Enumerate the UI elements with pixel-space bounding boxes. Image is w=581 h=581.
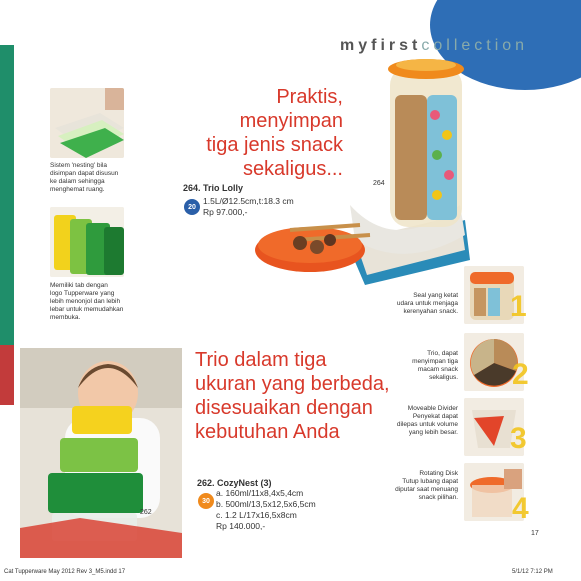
footer-timestamp: 5/1/12 7:12 PM bbox=[512, 569, 553, 575]
headline-line: tiga jenis snack bbox=[206, 134, 343, 156]
feature-line: dilepas untuk volume bbox=[396, 421, 458, 428]
feature-line: Moveable Divider bbox=[407, 405, 458, 412]
caption-line: logo Tupperware yang bbox=[50, 290, 115, 297]
caption-nesting bbox=[50, 162, 118, 194]
footer-file-info: Cat Tupperware May 2012 Rev 3_M5.indd 17 bbox=[4, 569, 126, 575]
feature-number: 1 bbox=[510, 290, 527, 323]
cozynest-photo bbox=[20, 348, 182, 558]
nesting-photo bbox=[50, 88, 124, 158]
feature-number: 4 bbox=[512, 492, 529, 525]
feature-line: sekaligus. bbox=[429, 374, 458, 381]
photo-tag-262: 262 bbox=[140, 509, 152, 516]
caption-tabs bbox=[50, 282, 123, 322]
product-price: Rp 97.000,- bbox=[203, 207, 248, 217]
feature-text-1 bbox=[380, 292, 458, 316]
feature-line: Tutup lubang dapat bbox=[402, 478, 458, 485]
tabs-photo bbox=[50, 207, 124, 277]
feature-text-2 bbox=[380, 350, 458, 382]
feature-text-4 bbox=[368, 470, 458, 502]
feature-number: 3 bbox=[510, 422, 527, 455]
headline-cozynest bbox=[195, 348, 395, 444]
caption-line: membuka. bbox=[50, 314, 81, 321]
headline-line: menyimpan bbox=[239, 110, 343, 132]
feature-line: Seal yang ketat bbox=[413, 292, 458, 299]
product-price: Rp 140.000,- bbox=[216, 521, 266, 531]
headline-line: Praktis, bbox=[276, 86, 343, 108]
feature-line: Rotating Disk bbox=[419, 470, 458, 477]
feature-number: 2 bbox=[512, 358, 529, 391]
feature-line: macam snack bbox=[417, 366, 458, 373]
discount-badge: 30 bbox=[198, 493, 214, 509]
product-name: 264. Trio Lolly bbox=[183, 183, 244, 193]
feature-line: Penyekat dapat bbox=[412, 413, 458, 420]
headline-trio-lolly bbox=[113, 85, 343, 181]
headline-line: Trio dalam tiga bbox=[195, 349, 327, 371]
page-number: 17 bbox=[531, 530, 539, 537]
product-spec: a. 160ml/11x8,4x5,4cm bbox=[216, 488, 304, 498]
decorative-left-strip-red bbox=[0, 345, 14, 405]
product-spec: c. 1.2 L/17x16,5x8cm bbox=[216, 510, 297, 520]
product-name: 262. CozyNest (3) bbox=[197, 478, 272, 488]
collection-title-light: collection bbox=[421, 37, 529, 54]
feature-line: diputar saat menuang bbox=[395, 486, 458, 493]
photo-tag-264: 264 bbox=[373, 180, 385, 187]
feature-line: Trio, dapat bbox=[427, 350, 458, 357]
caption-line: Memiliki tab dengan bbox=[50, 282, 108, 289]
headline-line: ukuran yang berbeda, bbox=[195, 373, 390, 395]
feature-line: kerenyahan snack. bbox=[403, 308, 458, 315]
feature-text-3 bbox=[368, 405, 458, 437]
caption-line: Sistem 'nesting' bila bbox=[50, 162, 108, 169]
headline-line: sekaligus... bbox=[242, 158, 343, 180]
collection-title bbox=[340, 37, 528, 55]
caption-line: ke dalam sehingga bbox=[50, 178, 105, 185]
product-info-trio-lolly bbox=[183, 183, 243, 193]
headline-line: kebutuhan Anda bbox=[195, 421, 340, 443]
product-spec: 1.5L/Ø12.5cm,t:18.3 cm bbox=[203, 196, 294, 206]
collection-title-bold: myfirst bbox=[340, 37, 422, 54]
caption-line: menghemat ruang. bbox=[50, 186, 105, 193]
caption-line: lebih menonjol dan lebih bbox=[50, 298, 121, 305]
caption-line: disimpan dapat disusun bbox=[50, 170, 119, 177]
feature-line: menyimpan tiga bbox=[412, 358, 458, 365]
feature-line: yang lebih besar. bbox=[408, 429, 458, 436]
product-specs-cozynest bbox=[216, 488, 316, 532]
headline-line: disesuaikan dengan bbox=[195, 397, 373, 419]
discount-badge: 20 bbox=[184, 199, 200, 215]
decorative-left-strip bbox=[0, 45, 14, 345]
caption-line: lebar untuk memudahkan bbox=[50, 306, 124, 313]
product-spec: b. 500ml/13,5x12,5x6,5cm bbox=[216, 499, 316, 509]
feature-line: snack pilihan. bbox=[418, 494, 458, 501]
feature-line: udara untuk menjaga bbox=[396, 300, 458, 307]
